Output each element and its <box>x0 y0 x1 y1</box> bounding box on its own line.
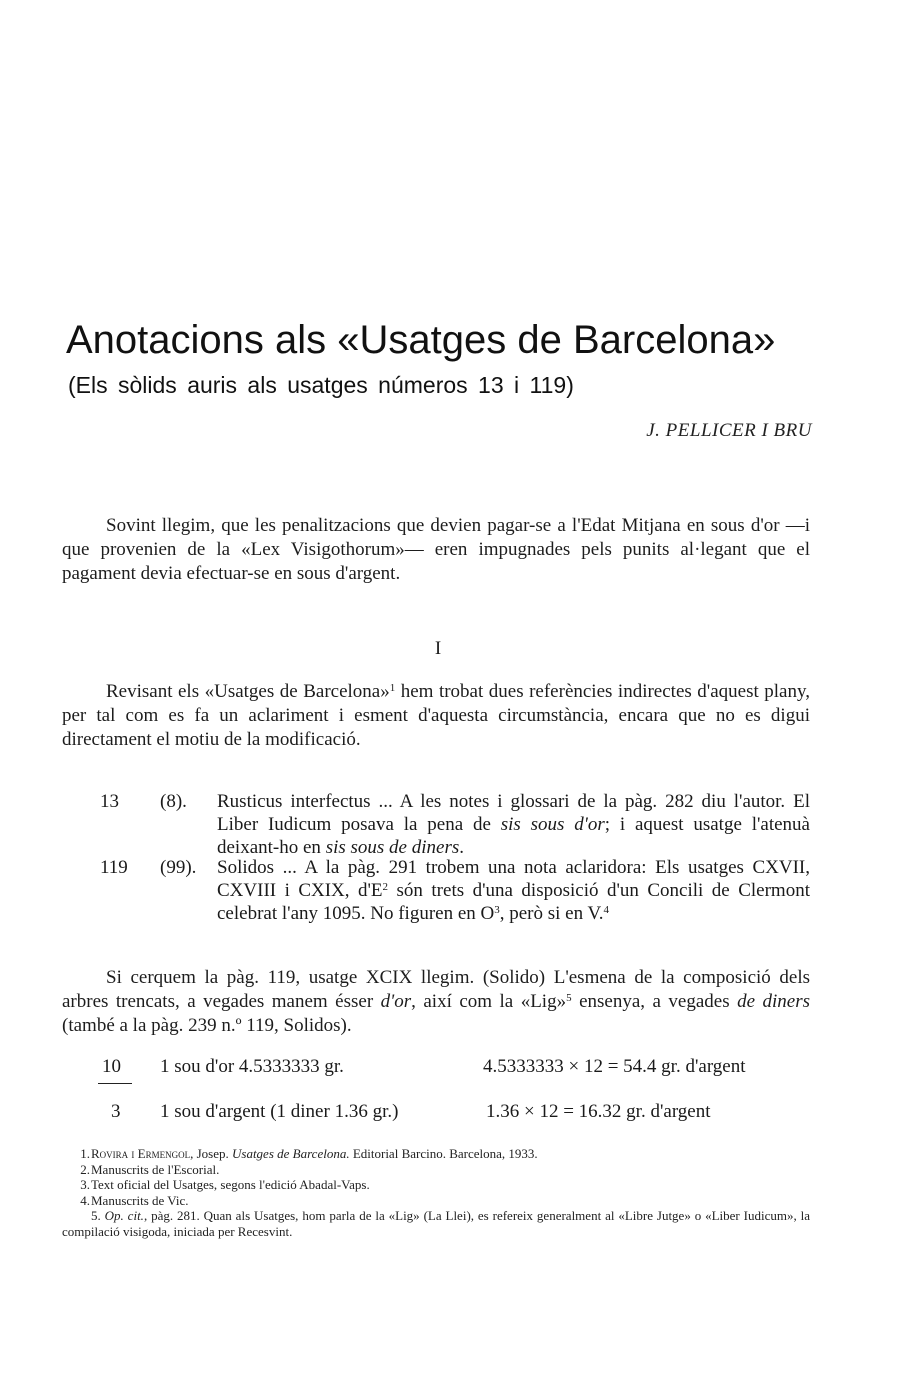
silver-solid-calculation: 1.36 × 12 = 16.32 gr. d'argent <box>486 1101 711 1122</box>
entry-text-part: Solidos ... A la pàg. 291 trobem una nota aclaridora: Els usatges CXVII, CXVIII i CXIX, d'E <box>217 857 810 901</box>
section-paragraph-text-a: Revisant els «Usatges de Barcelona» <box>106 681 390 702</box>
section-number: I <box>434 638 442 659</box>
footnote-text: Manuscrits de l'Escorial. <box>91 1161 220 1177</box>
footnote-text: Text oficial del Usatges, segons l'edició Abadal-Vaps. <box>91 1177 370 1192</box>
entry-reference: (99). <box>160 857 197 878</box>
footnote-text: Editorial Barcino. Barcelona, 1933. <box>349 1146 538 1161</box>
footnote-ref-1: 1 <box>389 682 396 694</box>
entry-italic: sis sous d'or <box>500 814 605 835</box>
paragraph-text-part: , així com la «Lig» <box>411 991 567 1012</box>
footnote-text: Manuscrits de Vic. <box>91 1192 189 1208</box>
section-paragraph-text-b: hem trobat dues referències indirectes d'aquest plany, per tal com es fa un aclariment i esment d'aquesta circumstància, encara que no es digui directament el motiu de la modificació. <box>62 681 810 750</box>
fraction-bar <box>98 1083 132 1084</box>
paragraph-text-part: Si cerquem la pàg. 119, usatge XCIX llegim. (Solido) L'esmena de la composició dels arbres trencats, a vegades manem ésser <box>62 967 810 1012</box>
entry-text-part: Rusticus interfectus ... A les notes i glossari de la pàg. 282 diu l'autor. El Liber Iudicum posava la pena de <box>217 791 810 835</box>
paragraph-text-part: ensenya, a vegades <box>571 991 738 1012</box>
section-paragraph <box>62 680 810 752</box>
entry-text <box>217 856 810 925</box>
fraction-numerator: 10 <box>102 1056 121 1077</box>
footnote-ref-4: 4 <box>603 904 610 916</box>
entry-text-part: ; i aquest usatge l'atenuà deixant-ho en <box>217 814 810 858</box>
footnote-number: 4. <box>80 1192 90 1208</box>
footnote-4 <box>62 1193 810 1209</box>
usatge-paragraph <box>62 966 810 1038</box>
usatge-entry-13 <box>100 790 810 859</box>
footnote-number: 2. <box>80 1161 90 1177</box>
footnote-text: Josep. <box>193 1146 232 1161</box>
entry-reference: (8). <box>160 791 187 812</box>
silver-solid-label: 1 sou d'argent (1 diner 1.36 gr.) <box>160 1101 399 1122</box>
intro-paragraph: Sovint llegim, que les penalitzacions que devien pagar-se a l'Edat Mitjana en sous d'or —i que provenien de la «Lex Visigothorum»— eren impugnades pels punits al·legant que el pagament devia efectuar-se en sous d'argent. <box>62 515 810 584</box>
paragraph-italic: de diners <box>737 991 810 1012</box>
footnote-number: 5. <box>91 1208 101 1223</box>
footnote-italic: Op. cit. <box>104 1208 144 1223</box>
paragraph-italic: d'or <box>380 991 412 1012</box>
fraction-denominator: 3 <box>111 1101 121 1122</box>
footnote-1 <box>62 1146 810 1162</box>
footnote-2 <box>62 1162 810 1178</box>
article-author: J. PELLICER I BRU <box>646 420 812 441</box>
footnote-number: 1. <box>80 1146 90 1161</box>
article-subtitle: (Els sòlids auris als usatges números 13 i 119) <box>68 372 574 398</box>
footnote-ref-3: 3 <box>494 904 500 916</box>
article-title: Anotacions als «Usatges de Barcelona» <box>66 318 776 362</box>
gold-solid-calculation: 4.5333333 × 12 = 54.4 gr. d'argent <box>483 1056 746 1077</box>
footnotes <box>62 1146 810 1239</box>
footnote-ref-2: 2 <box>382 881 389 893</box>
entry-number: 119 <box>100 857 128 878</box>
footnote-text: , pàg. 281. Quan als Usatges, hom parla de la «Lig» (La Llei), es refereix generalment al «Libre Jutge» o «Liber Iudicum», la compilació visigoda, iniciada per Recesvint. <box>62 1208 811 1239</box>
entry-italic: sis sous de diners <box>325 837 460 858</box>
footnote-italic: Usatges de Barcelona. <box>232 1146 350 1161</box>
paragraph-text-part: (també a la pàg. 239 n.º 119, Solidos). <box>62 1015 352 1036</box>
footnote-3 <box>62 1177 810 1193</box>
entry-text <box>217 790 810 859</box>
usatge-entry-119 <box>100 856 810 925</box>
gold-solid-label: 1 sou d'or 4.5333333 gr. <box>160 1056 344 1077</box>
footnote-number: 3. <box>80 1177 90 1192</box>
footnote-5 <box>62 1208 810 1239</box>
entry-number: 13 <box>100 791 119 812</box>
entry-text-part: . <box>459 837 464 858</box>
footnote-ref-5: 5 <box>566 992 572 1004</box>
entry-text-part: , però si en V. <box>499 903 604 924</box>
entry-text-part: són trets d'una disposició d'un Concili de Clermont celebrat l'any 1095. No figuren en O <box>217 880 810 924</box>
footnote-author: Rovira i Ermengol, <box>91 1146 194 1161</box>
